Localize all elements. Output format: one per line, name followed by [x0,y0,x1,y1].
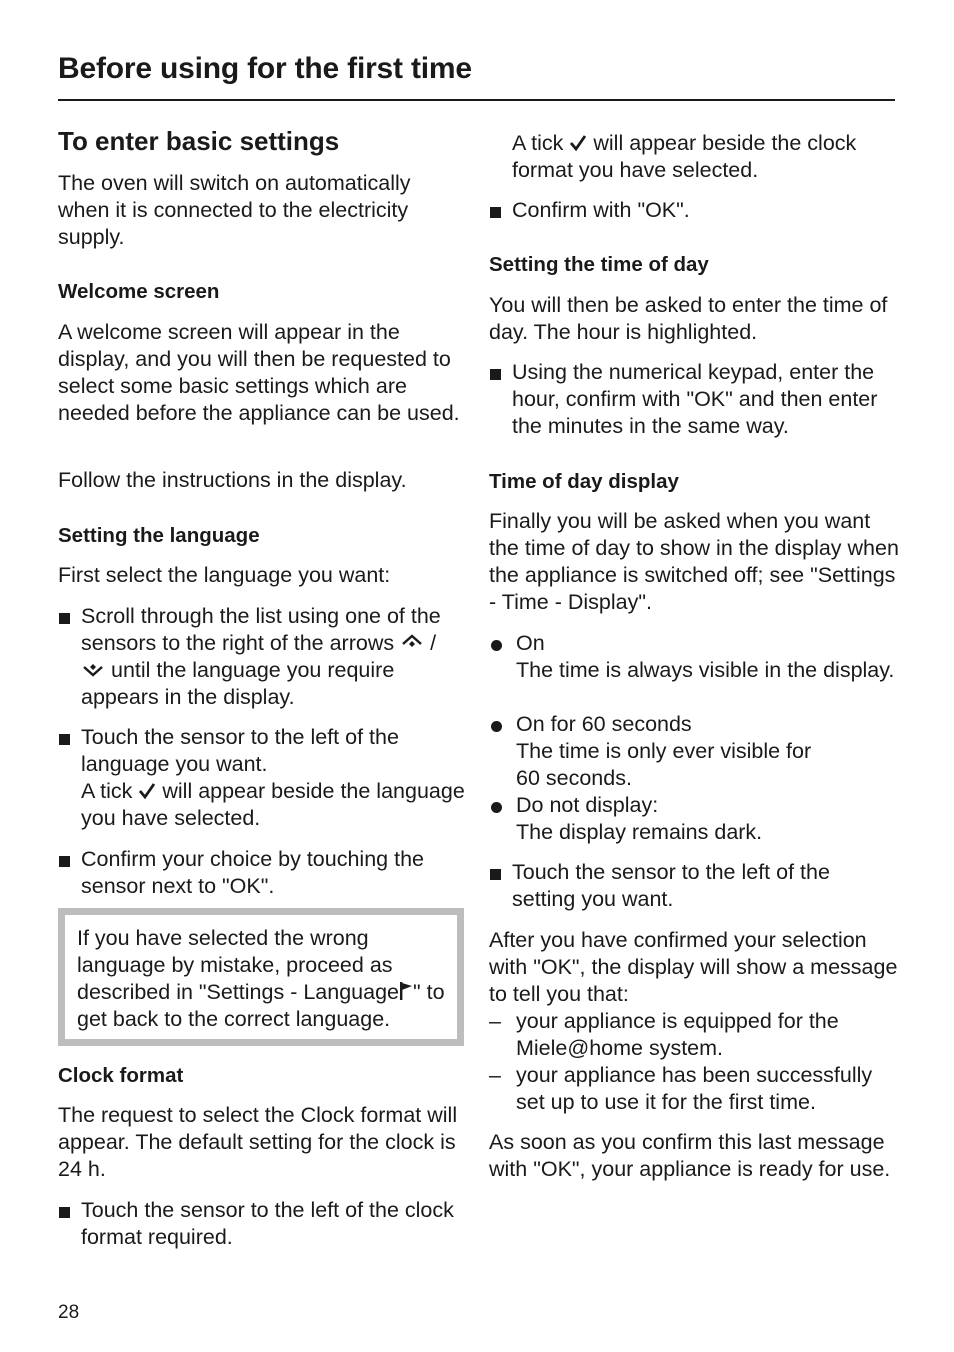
checkmark-icon [138,782,156,800]
tick-text: A tick [81,779,133,803]
arrow-up-icon [400,632,424,652]
dash-text: your appliance is equipped for the Miele@home system. [516,1009,839,1060]
option-label: Do not display: [516,793,659,817]
checkmark-icon [569,134,587,152]
step-text: Using the numerical keypad, enter the hour, confirm with "OK" and then enter the minutes in the same way. [512,360,878,438]
option-description: The display remains dark. [516,820,763,844]
language-intro: First select the language you want: [58,563,391,587]
welcome-paragraph: A welcome screen will appear in the display, and you will then be requested to select some basic settings which are needed before the appliance can be used. [58,320,460,425]
flag-icon [399,981,413,1001]
display-paragraph: Finally you will be asked when you want the time of day to show in the display when the appliance is switched off; see "Settings - Time - Display". [489,509,899,614]
square-bullet [59,1207,70,1218]
separator: / [430,631,437,655]
tick-text: will appear beside the language you have selected. [81,779,465,830]
step-text: Confirm your choice by touching the sensor next to "OK". [81,847,424,898]
time-heading: Setting the time of day [489,253,709,276]
square-bullet [490,207,501,218]
title-divider [58,99,895,101]
clock-paragraph: The request to select the Clock format will appear. The default setting for the clock is 24 h. [58,1103,458,1181]
square-bullet [59,734,70,745]
final-paragraph: As soon as you confirm this last message with "OK", your appliance is ready for use. [489,1130,891,1181]
intro-paragraph: The oven will switch on automatically when it is connected to the electricity supply. [58,171,411,249]
follow-paragraph: Follow the instructions in the display. [58,468,407,492]
option-description: The time is always visible in the display. [516,658,895,682]
round-bullet [491,640,502,651]
section-heading: To enter basic settings [58,126,340,156]
display-heading: Time of day display [489,470,679,493]
round-bullet [491,802,502,813]
round-bullet [491,721,502,732]
square-bullet [59,613,70,624]
arrow-down-icon [81,659,105,679]
language-heading: Setting the language [58,524,260,547]
square-bullet [59,856,70,867]
step-text: Scroll through the list using one of the sensors to the right of the arrows [81,604,441,655]
time-paragraph: You will then be asked to enter the time of day. The hour is highlighted. [489,293,888,344]
option-description: The time is only ever visible for 60 seconds. [516,739,812,790]
dash-text: your appliance has been successfully set up to use it for the first time. [516,1063,873,1114]
step-text: Touch the sensor to the left of the clock format required. [81,1198,454,1249]
step-text: Confirm with "OK". [512,198,690,222]
welcome-heading: Welcome screen [58,280,220,303]
note-text: If you have selected the wrong language by mistake, proceed as described in "Settings - Language " to get back to the correct language. [77,926,445,1031]
page-number: 28 [58,1302,80,1323]
note-box [58,908,464,1046]
after-paragraph: After you have confirmed your selection with "OK", the display will show a message to tell you that: [489,928,898,1006]
step-text: until the language you require appears in the display. [81,658,395,709]
tick-text: will appear beside the clock format you have selected. [512,131,857,182]
tick-text: A tick [512,131,564,155]
square-bullet [490,369,501,380]
square-bullet [490,869,501,880]
option-label: On for 60 seconds [516,712,692,736]
page-title: Before using for the first time [58,52,472,85]
clock-heading: Clock format [58,1064,184,1087]
step-text: Touch the sensor to the left of the setting you want. [512,860,830,911]
option-label: On [516,631,545,655]
step-text: Touch the sensor to the left of the language you want. [81,725,399,776]
